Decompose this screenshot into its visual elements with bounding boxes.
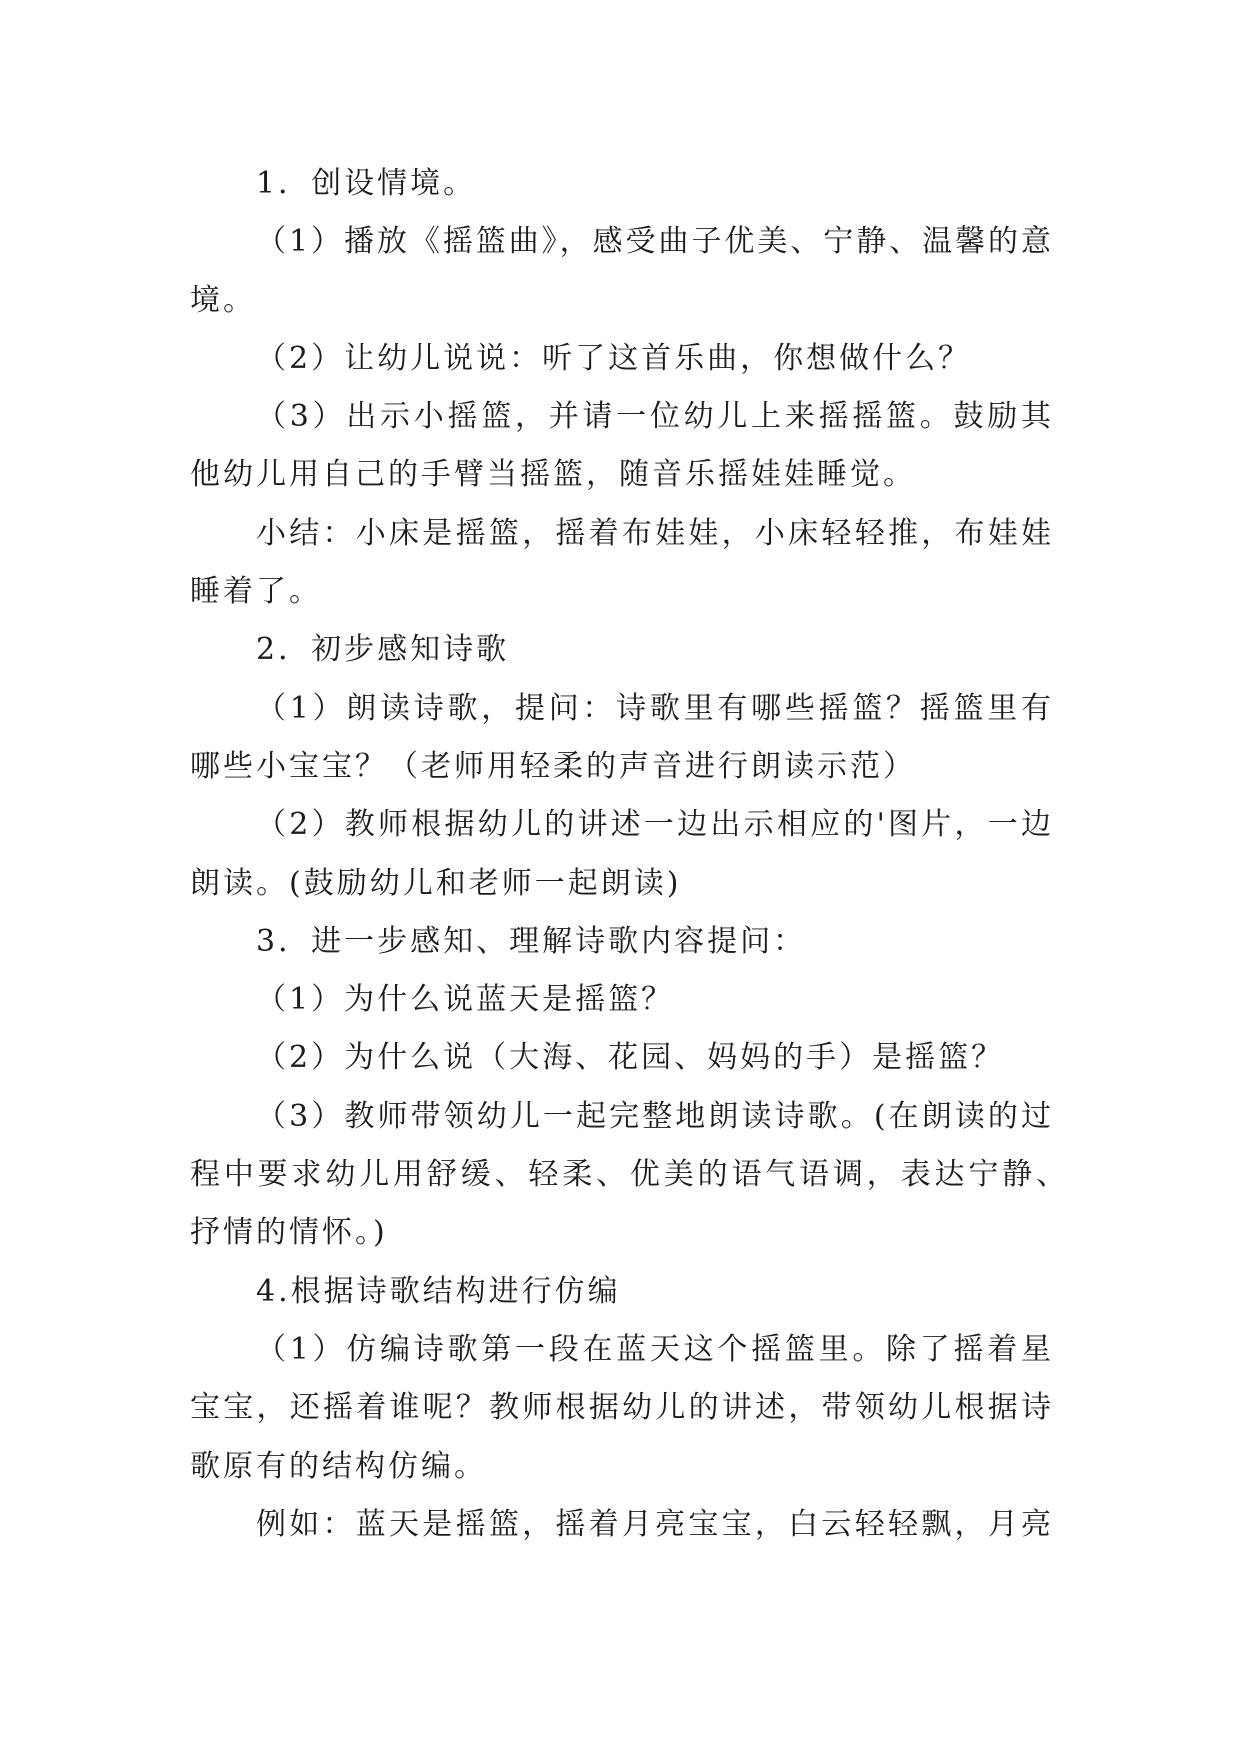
paragraph-line: （1）播放《摇篮曲》，感受曲子优美、宁静、温馨的意 [256, 224, 1051, 260]
paragraph-line: 宝宝，还摇着谁呢？教师根据幼儿的讲述，带领幼儿根据诗 [190, 1390, 1051, 1426]
paragraph-line: 他幼儿用自己的手臂当摇篮，随音乐摇娃娃睡觉。 [190, 457, 916, 493]
paragraph-line: 例如：蓝天是摇篮，摇着月亮宝宝，白云轻轻飘，月亮 [256, 1506, 1051, 1542]
summary-paragraph [190, 505, 1241, 622]
paragraph-line: 睡着了。 [190, 574, 322, 610]
step-show-pictures [190, 796, 1241, 913]
paragraph-line: 歌原有的结构仿编。 [190, 1448, 487, 1484]
heading-line: 2．初步感知诗歌 [256, 632, 510, 668]
paragraph-line: （2）让幼儿说说：听了这首乐曲，你想做什么？ [256, 340, 972, 376]
paragraph-line: 抒情的情怀。) [190, 1215, 388, 1251]
paragraph-line: （3）教师带领幼儿一起完整地朗读诗歌。(在朗读的过 [256, 1098, 1051, 1134]
paragraph-line: 哪些小宝宝？（老师用轻柔的声音进行朗读示范） [190, 748, 916, 784]
section-heading-perceive-poem [190, 621, 1241, 679]
example-paragraph [190, 1496, 1241, 1554]
paragraph-line: （1）朗读诗歌，提问：诗歌里有哪些摇篮？摇篮里有 [256, 690, 1051, 726]
paragraph-line: 朗读。(鼓励幼儿和老师一起朗读) [190, 865, 682, 901]
paragraph-line: （3）出示小摇篮，并请一位幼儿上来摇摇篮。鼓励其 [256, 399, 1051, 435]
step-read-together [190, 1088, 1241, 1263]
step-play-lullaby [190, 213, 1241, 330]
paragraph-line: （2）教师根据幼儿的讲述一边出示相应的'图片，一边 [256, 807, 1051, 843]
question-sea-garden-hands [190, 1029, 1241, 1087]
step-imitate-first-stanza [190, 1321, 1241, 1496]
paragraph-line: （1）仿编诗歌第一段在蓝天这个摇篮里。除了摇着星 [256, 1331, 1051, 1367]
paragraph-line: 程中要求幼儿用舒缓、轻柔、优美的语气语调，表达宁静、 [190, 1157, 1066, 1193]
heading-line: 1．创设情境。 [256, 166, 477, 201]
step-read-poem [190, 680, 1241, 797]
paragraph-line: （1）为什么说蓝天是摇篮？ [256, 982, 675, 1018]
paragraph-line: 小结：小床是摇篮，摇着布娃娃，小床轻轻推，布娃娃 [256, 515, 1051, 551]
section-heading-understand-poem [190, 913, 1241, 971]
section-heading-create-scene [190, 155, 1241, 213]
question-blue-sky [190, 971, 1241, 1029]
paragraph-line: 境。 [190, 282, 256, 318]
step-show-cradle [190, 388, 1241, 505]
heading-line: 4.根据诗歌结构进行仿编 [256, 1273, 621, 1309]
heading-line: 3．进一步感知、理解诗歌内容提问： [256, 923, 807, 959]
paragraph-line: （2）为什么说（大海、花园、妈妈的手）是摇篮？ [256, 1040, 1005, 1076]
step-children-talk [190, 330, 1241, 388]
section-heading-imitate-poem [190, 1263, 1241, 1321]
